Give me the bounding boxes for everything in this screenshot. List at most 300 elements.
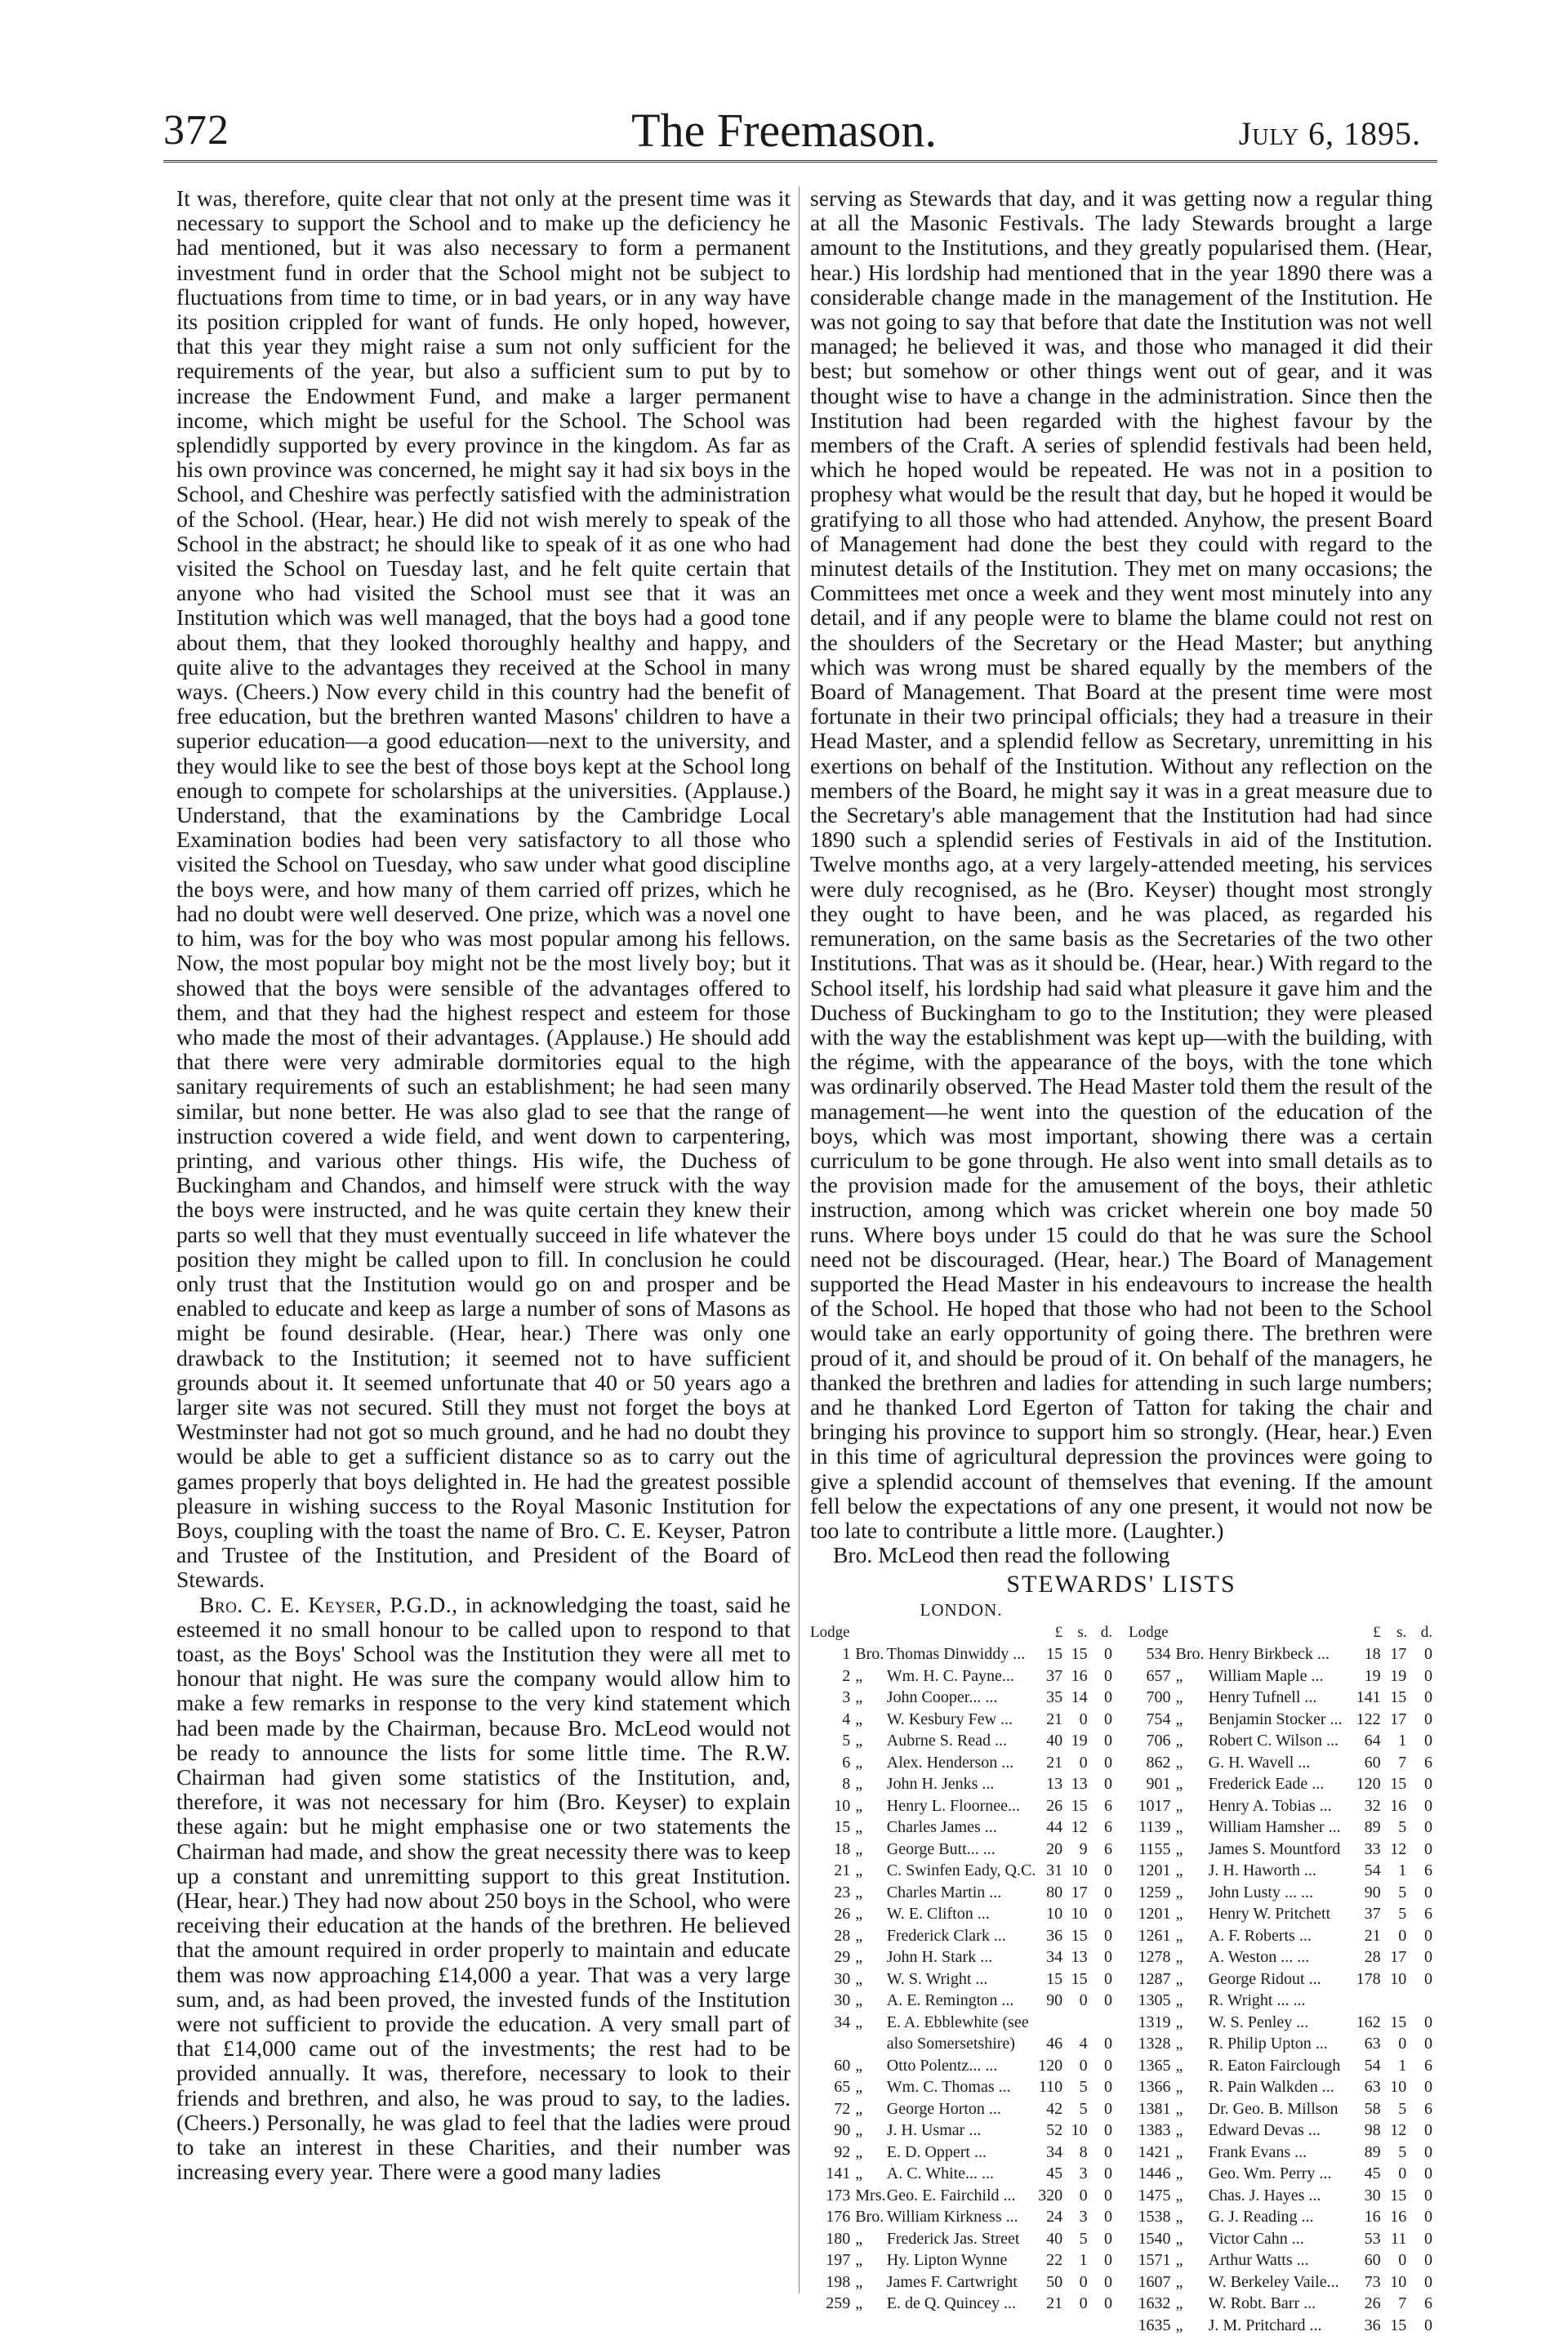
shillings: 16 <box>1390 2208 1407 2227</box>
pence: 0 <box>1104 1969 1112 1988</box>
steward-name: A. Weston ... ... <box>1208 1948 1310 1967</box>
steward-name: also Somersetshire) <box>886 2035 1015 2053</box>
lodge-number: 10 <box>834 1796 851 1815</box>
shillings: 1 <box>1398 2056 1407 2075</box>
table-row <box>810 1946 1112 1968</box>
steward-name: Frederick Eade ... <box>1208 1775 1325 1794</box>
table-row <box>1129 1817 1432 1839</box>
pence: 0 <box>1104 1861 1112 1880</box>
title-prefix: „ <box>1175 1883 1183 1901</box>
stewards-lists-title: STEWARDS' LISTS <box>1006 1571 1236 1598</box>
steward-name: Otto Polentz... ... <box>886 2056 998 2075</box>
table-row <box>810 1925 1112 1947</box>
table-row <box>1129 1882 1432 1904</box>
pounds: 34 <box>1046 2142 1063 2161</box>
pence: 0 <box>1424 1948 1432 1967</box>
table-row <box>1129 1730 1432 1752</box>
pence: 6 <box>1104 1839 1112 1858</box>
table-row <box>810 1795 1112 1817</box>
shillings: 10 <box>1390 2272 1407 2291</box>
lodge-number: 60 <box>834 2056 851 2075</box>
pence: 0 <box>1424 1688 1432 1707</box>
lodge-number: 901 <box>1146 1775 1171 1794</box>
masthead-title: The Freemason. <box>631 104 937 157</box>
steward-name: John H. Stark ... <box>886 1948 993 1967</box>
title-prefix: „ <box>855 1732 863 1750</box>
title-prefix: „ <box>1175 1861 1183 1880</box>
pounds: 30 <box>1364 2186 1381 2204</box>
steward-name: Alex. Henderson ... <box>886 1753 1014 1772</box>
steward-name: W. S. Wright ... <box>886 1969 988 1988</box>
shillings: 5 <box>1398 1883 1407 1901</box>
shillings: 0 <box>1079 2272 1088 2291</box>
pence: 0 <box>1104 1883 1112 1901</box>
lodge-number: 4 <box>842 1710 851 1728</box>
steward-name: R. Wright ... ... <box>1208 1991 1306 2010</box>
steward-name: Hy. Lipton Wynne <box>886 2251 1008 2270</box>
shillings: 10 <box>1071 1861 1088 1880</box>
steward-name: John Lusty ... ... <box>1208 1883 1313 1901</box>
steward-name: Edward Devas ... <box>1208 2121 1321 2140</box>
title-prefix: „ <box>1175 2121 1183 2140</box>
shillings: 15 <box>1390 1688 1407 1707</box>
pence: 0 <box>1424 1839 1432 1858</box>
speaker-name: Bro. C. E. Keyser, P.G.D., <box>199 1591 458 1617</box>
table-row <box>1129 1709 1432 1731</box>
title-prefix: „ <box>855 1926 863 1945</box>
pence: 0 <box>1104 2121 1112 2140</box>
steward-name: Frederick Clark ... <box>886 1926 1006 1945</box>
lodge-number: 700 <box>1146 1688 1171 1707</box>
lodge-number: 1259 <box>1138 1883 1171 1901</box>
pence: 0 <box>1104 1905 1112 1924</box>
lodge-number: 173 <box>826 2186 851 2204</box>
steward-name: Henry Birkbeck ... <box>1208 1645 1330 1664</box>
pounds: 21 <box>1364 1926 1381 1945</box>
pounds: 45 <box>1046 2164 1063 2183</box>
steward-name: Charles James ... <box>886 1818 997 1837</box>
title-prefix: „ <box>1175 1666 1183 1685</box>
pounds: 89 <box>1364 1818 1381 1837</box>
pence: 6 <box>1424 1905 1432 1924</box>
shillings: 10 <box>1390 2078 1407 2097</box>
shillings: 15 <box>1071 1926 1088 1945</box>
title-prefix: „ <box>1175 1905 1183 1924</box>
lodge-number: 92 <box>834 2142 851 2161</box>
lodge-number: 15 <box>834 1818 851 1837</box>
shillings: 0 <box>1079 1753 1088 1772</box>
lodge-number: 1446 <box>1138 2164 1171 2183</box>
lodge-number: 28 <box>834 1926 851 1945</box>
steward-name: R. Philip Upton ... <box>1208 2035 1328 2053</box>
pounds: 42 <box>1046 2099 1063 2118</box>
lodge-number: 29 <box>834 1948 851 1967</box>
table-row <box>810 1730 1112 1752</box>
steward-name: Henry Tufnell ... <box>1208 1688 1317 1707</box>
pounds: 64 <box>1364 1732 1381 1750</box>
shillings: 13 <box>1071 1948 1088 1967</box>
lodge-label: Lodge <box>1129 1623 1169 1641</box>
stewards-table-right <box>1129 1622 1432 2336</box>
pounds: 36 <box>1046 1926 1063 1945</box>
stewards-list-right <box>1129 1599 1432 2336</box>
title-prefix: „ <box>1175 2316 1183 2334</box>
steward-name: J. H. Haworth ... <box>1208 1861 1316 1880</box>
steward-name: Henry L. Floornee... <box>886 1796 1021 1815</box>
lodge-number: 1328 <box>1138 2035 1171 2053</box>
shillings: 10 <box>1390 1969 1407 1988</box>
lodge-number: 1571 <box>1138 2251 1171 2270</box>
pounds: 54 <box>1364 2056 1381 2075</box>
table-row <box>810 1903 1112 1925</box>
pence: 0 <box>1104 1926 1112 1945</box>
title-prefix: „ <box>855 1839 863 1858</box>
steward-name: W. Robt. Barr ... <box>1208 2294 1316 2313</box>
shillings <box>1381 1990 1407 2012</box>
page-number: 372 <box>163 107 229 154</box>
steward-name: G. J. Reading ... <box>1208 2208 1314 2227</box>
pence: 0 <box>1104 2056 1112 2075</box>
title-prefix: „ <box>1175 2013 1183 2031</box>
shillings: 5 <box>1079 2078 1088 2097</box>
title-prefix: Bro. <box>855 1645 884 1664</box>
shillings: 12 <box>1071 1818 1088 1837</box>
steward-name: W. E. Clifton ... <box>886 1905 990 1924</box>
pence: 0 <box>1104 1948 1112 1967</box>
title-prefix: „ <box>855 1666 863 1685</box>
pounds: 63 <box>1364 2035 1381 2053</box>
lodge-number: 1383 <box>1138 2121 1171 2140</box>
pounds: 178 <box>1356 1969 1381 1988</box>
pence: 0 <box>1424 2142 1432 2161</box>
pounds: 10 <box>1046 1905 1063 1924</box>
lodge-number: 706 <box>1146 1732 1171 1750</box>
lodge-number: 90 <box>834 2121 851 2140</box>
steward-name: R. Pain Walkden ... <box>1208 2078 1334 2097</box>
pence: 0 <box>1104 2142 1112 2161</box>
lodge-number: 197 <box>826 2251 851 2270</box>
steward-name: J. H. Usmar ... <box>886 2121 982 2140</box>
table-row <box>1129 1990 1432 2012</box>
shillings: 17 <box>1390 1948 1407 1967</box>
title-prefix: „ <box>855 1991 863 2010</box>
title-prefix: Mrs. <box>855 2186 886 2204</box>
lodge-number: 21 <box>834 1861 851 1880</box>
table-header <box>810 1622 1112 1644</box>
lodge-number: 1540 <box>1138 2229 1171 2248</box>
pence: 6 <box>1424 2294 1432 2313</box>
pence: 0 <box>1104 1645 1112 1664</box>
lodge-number: 2 <box>842 1666 851 1685</box>
pence-header: d. <box>1420 1623 1432 1641</box>
pounds <box>1355 1990 1381 2012</box>
shillings: 10 <box>1071 2121 1088 2140</box>
stewards-rows-right <box>1129 1643 1432 2336</box>
shillings: 5 <box>1398 2142 1407 2161</box>
lodge-number: 534 <box>1146 1645 1171 1664</box>
column-divider <box>799 186 800 2294</box>
title-prefix: „ <box>1175 1991 1183 2010</box>
steward-name: A. C. White... ... <box>886 2164 995 2183</box>
issue-date: July 6, 1895. <box>1238 115 1421 152</box>
steward-name: Henry W. Pritchett <box>1208 1905 1331 1924</box>
pence: 0 <box>1424 1645 1432 1664</box>
shillings: 15 <box>1390 2013 1407 2031</box>
pence: 0 <box>1104 2272 1112 2291</box>
pence: 0 <box>1424 1818 1432 1837</box>
title-prefix: „ <box>1175 1969 1183 1988</box>
shillings: 1 <box>1398 1732 1407 1750</box>
table-row <box>1129 1925 1432 1947</box>
shillings: 5 <box>1079 2099 1088 2118</box>
pounds: 20 <box>1046 1839 1063 1858</box>
table-row <box>1129 2033 1432 2055</box>
pounds: 21 <box>1046 1710 1063 1728</box>
pounds: 90 <box>1364 1883 1381 1901</box>
table-row <box>810 1773 1112 1795</box>
lodge-number: 1381 <box>1138 2099 1171 2118</box>
pence: 0 <box>1104 2208 1112 2227</box>
lodge-number: 1017 <box>1138 1796 1171 1815</box>
pence: 6 <box>1424 2056 1432 2075</box>
shillings: 0 <box>1398 2164 1407 2183</box>
title-prefix: „ <box>855 1905 863 1924</box>
pence: 0 <box>1104 2186 1112 2204</box>
title-prefix: „ <box>1175 1775 1183 1794</box>
pence: 0 <box>1104 2035 1112 2053</box>
lodge-number: 3 <box>842 1688 851 1707</box>
pence: 0 <box>1104 1688 1112 1707</box>
table-row <box>1129 1903 1432 1925</box>
title-prefix: „ <box>855 2099 863 2118</box>
pence: 0 <box>1424 2229 1432 2248</box>
pounds: 141 <box>1356 1688 1381 1707</box>
pence: 0 <box>1104 2294 1112 2313</box>
title-prefix: „ <box>1175 2056 1183 2075</box>
title-prefix: „ <box>855 2013 863 2031</box>
table-row <box>1129 1839 1432 1861</box>
shillings: 3 <box>1079 2164 1088 2183</box>
lodge-number: 23 <box>834 1883 851 1901</box>
lodge-number: 1305 <box>1138 1991 1171 2010</box>
table-row <box>810 1687 1112 1709</box>
table-row <box>810 1643 1112 1665</box>
title-prefix: „ <box>1175 2251 1183 2270</box>
lodge-number: 198 <box>826 2272 851 2291</box>
lodge-number: 1 <box>842 1645 851 1664</box>
steward-name: Dr. Geo. B. Millson <box>1208 2099 1339 2118</box>
steward-name: George Butt... ... <box>886 1839 996 1858</box>
pence: 0 <box>1104 1753 1112 1772</box>
title-prefix: „ <box>1175 2035 1183 2053</box>
steward-name: J. M. Pritchard ... <box>1208 2316 1322 2334</box>
steward-name: Henry A. Tobias ... <box>1208 1796 1332 1815</box>
pounds <box>1038 2012 1062 2034</box>
lodge-number: 1201 <box>1138 1861 1171 1880</box>
title-prefix: „ <box>855 2251 863 2270</box>
lodge-number: 6 <box>842 1753 851 1772</box>
table-row <box>810 2185 1112 2207</box>
lodge-number: 1366 <box>1138 2078 1171 2097</box>
lodge-number: 176 <box>826 2208 851 2227</box>
pounds: 52 <box>1046 2121 1063 2140</box>
pounds: 120 <box>1038 2056 1063 2075</box>
shillings: 17 <box>1390 1710 1407 1728</box>
title-prefix: „ <box>855 1969 863 1988</box>
stewards-rows-left <box>810 1643 1112 2315</box>
table-row <box>1129 2098 1432 2120</box>
pounds: 162 <box>1356 2013 1381 2031</box>
table-row <box>810 2012 1112 2034</box>
title-prefix: „ <box>855 1796 863 1815</box>
pence: 0 <box>1424 2251 1432 2270</box>
pounds-header: £ <box>1373 1623 1381 1641</box>
right-column <box>810 185 1432 2334</box>
title-prefix: „ <box>1175 1732 1183 1750</box>
table-row <box>1129 1687 1432 1709</box>
steward-name: G. H. Wavell ... <box>1208 1753 1311 1772</box>
steward-name: C. Swinfen Eady, Q.C. <box>886 1861 1036 1880</box>
table-row <box>1129 2249 1432 2271</box>
pence: 6 <box>1104 1796 1112 1815</box>
shillings: 19 <box>1390 1666 1407 1685</box>
pence: 0 <box>1424 1710 1432 1728</box>
pounds: 26 <box>1364 2294 1381 2313</box>
steward-name: E. A. Ebblewhite (see <box>886 2013 1029 2031</box>
title-prefix: „ <box>1175 1796 1183 1815</box>
table-row <box>810 1882 1112 1904</box>
title-prefix: „ <box>855 2056 863 2075</box>
table-row <box>810 1839 1112 1861</box>
left-column <box>176 186 791 2184</box>
pounds: 98 <box>1364 2121 1381 2140</box>
title-prefix: „ <box>1175 2078 1183 2097</box>
lodge-number: 754 <box>1146 1710 1171 1728</box>
title-prefix: „ <box>855 2142 863 2161</box>
shillings-header: s. <box>1396 1623 1407 1641</box>
shillings: 3 <box>1079 2208 1088 2227</box>
title-prefix: „ <box>1175 2272 1183 2291</box>
title-prefix: „ <box>855 2121 863 2140</box>
steward-name: John Cooper... ... <box>886 1688 998 1707</box>
lodge-number: 862 <box>1146 1753 1171 1772</box>
pounds: 46 <box>1046 2035 1063 2053</box>
pounds: 33 <box>1364 1839 1381 1858</box>
steward-name: James F. Cartwright <box>886 2272 1018 2291</box>
shillings: 1 <box>1079 2251 1088 2270</box>
paragraph <box>176 1593 791 2185</box>
paragraph: serving as Stewards that day, and it was getting now a regular thing at all the Masonic Festivals. The lady Stewards brought a large amount to the Institutions, and they greatly popularised them. (Hear, hear.) His lordship had mentioned that in the year 1890 there was a considerable change made in the management of the Institution. He was not going to say that before that date the Institution was not well managed; he believed it was, and those who managed it did their best; but somehow or other things went out of gear, and it was thought wise to have a change in the administration. Since then the Institution had been regarded with the highest favour by the members of the Craft. A series of splendid festivals had been held, which he hoped would be repeated. He was not in a position to prophesy what would be the result that day, but he hoped it would be gratifying to all those who had attended. Anyhow, the present Board of Management had done the best they could with regard to the minutest details of the Institution. They met on many occasions; the Committees met once a week and they went most minutely into any detail, and if any people were to blame the blame could not rest on the shoulders of the Secretary or the Head Master; but anything which was wrong must be shared equally by the members of the Board of Management. That Board at the present time were most fortunate in their two principal officials; they had a treasure in their Head Master, and a splendid fellow as Secretary, unremitting in his exertions on behalf of the Institution. Without any reflection on the members of the Board, he might say it was in a great measure due to the Secretary's able management that the Institution had had since 1890 such a splendid series of Festivals in aid of the Institution. Twelve months ago, at a very largely-attended meeting, his services were duly recognised, as he (Bro. Keyser) thought most strongly they ought to have been, and he was placed, as regarded his remuneration, on the same basis as the Secretaries of the two other Institutions. That was as it should be. (Hear, hear.) With regard to the School itself, his lordship had said what pleasure it gave him and the Duchess of Buckingham to go to the Institution; they were pleased with the way the establishment was kept up—with the building, with the régime, with the appearance of the boys, with the tone which was ordinarily observed. The Head Master told them the result of the management—he went into the question of the education of the boys, which was most important, showing there was a certain curriculum to be gone through. He also went into small details as to the provision made for the amusement of the boys, their athletic instruction, among which was cricket wherein one boy made 50 runs. Where boys under 15 could do that he was sure the School need not be discouraged. (Hear, hear.) The Board of Management supported the Head Master in his endeavours to increase the health of the School. He hoped that those who had not been to the School would take an early opportunity of going there. The brethren were proud of it, and should be proud of it. On behalf of the managers, he thanked the brethren and ladies for attending in such large numbers; and he thanked Lord Egerton of Tatton for taking the chair and bringing his province to support him so strongly. (Hear, hear.) Even in this time of agricultural depression the provinces were going to give a splendid account of themselves that evening. If the amount fell below the expectations of any one present, it would not now be too late to contribute a little more. (Laughter.) <box>810 185 1432 1543</box>
table-row <box>810 1709 1112 1731</box>
table-row <box>1129 1968 1432 1991</box>
pounds: 40 <box>1046 1732 1063 1750</box>
shillings: 5 <box>1398 1818 1407 1837</box>
title-prefix: „ <box>1175 2186 1183 2204</box>
pounds: 32 <box>1364 1796 1381 1815</box>
shillings: 0 <box>1398 1926 1407 1945</box>
steward-name: Chas. J. Hayes ... <box>1208 2186 1321 2204</box>
pounds: 50 <box>1046 2272 1063 2291</box>
table-row <box>1129 2055 1432 2077</box>
table-row <box>1129 2271 1432 2294</box>
pence: 0 <box>1424 1666 1432 1685</box>
pence-header: d. <box>1100 1623 1112 1641</box>
pence: 0 <box>1104 1775 1112 1794</box>
lodge-number: 65 <box>834 2078 851 2097</box>
steward-name: R. Eaton Fairclough <box>1208 2056 1341 2075</box>
lodge-number: 1319 <box>1138 2013 1171 2031</box>
pounds: 45 <box>1364 2164 1381 2183</box>
shillings: 0 <box>1398 2251 1407 2270</box>
lodge-number: 180 <box>826 2229 851 2248</box>
lodge-number: 1201 <box>1138 1905 1171 1924</box>
pounds: 15 <box>1046 1645 1063 1664</box>
pounds: 60 <box>1364 1753 1381 1772</box>
table-row <box>810 2098 1112 2120</box>
pence: 0 <box>1424 2164 1432 2183</box>
pence: 0 <box>1424 2208 1432 2227</box>
shillings: 4 <box>1079 2035 1088 2053</box>
pence: 0 <box>1104 1991 1112 2010</box>
table-row <box>810 2055 1112 2077</box>
pounds: 44 <box>1046 1818 1063 1837</box>
pence: 0 <box>1424 2013 1432 2031</box>
table-row <box>810 1990 1112 2012</box>
steward-name: Wm. H. C. Payne... <box>886 1666 1014 1685</box>
pence: 0 <box>1104 2078 1112 2097</box>
pence: 0 <box>1424 2035 1432 2053</box>
title-prefix: „ <box>855 2272 863 2291</box>
shillings: 5 <box>1398 1905 1407 1924</box>
section-title: LONDON. <box>920 1599 1003 1620</box>
pounds: 37 <box>1364 1905 1381 1924</box>
table-row <box>1129 2163 1432 2185</box>
pounds: 40 <box>1046 2229 1063 2248</box>
pounds: 320 <box>1038 2186 1063 2204</box>
steward-name: Arthur Watts ... <box>1208 2251 1309 2270</box>
shillings: 12 <box>1390 2121 1407 2140</box>
pence: 6 <box>1424 2099 1432 2118</box>
shillings: 0 <box>1398 2035 1407 2053</box>
table-row <box>810 2163 1112 2185</box>
pence: 0 <box>1104 1710 1112 1728</box>
pounds: 89 <box>1364 2142 1381 2161</box>
pence: 0 <box>1424 1775 1432 1794</box>
lodge-number: 1632 <box>1138 2294 1171 2313</box>
shillings: 7 <box>1398 2294 1407 2313</box>
pounds: 110 <box>1038 2078 1063 2097</box>
steward-name: W. Kesbury Few ... <box>886 1710 1013 1728</box>
pounds: 54 <box>1364 1861 1381 1880</box>
title-prefix: „ <box>1175 2208 1183 2227</box>
lodge-number: 30 <box>834 1969 851 1988</box>
pence: 6 <box>1104 1818 1112 1837</box>
table-row <box>810 1752 1112 1774</box>
shillings: 5 <box>1079 2229 1088 2248</box>
lodge-number: 8 <box>842 1775 851 1794</box>
pence: 0 <box>1424 1883 1432 1901</box>
title-prefix: „ <box>1175 1710 1183 1728</box>
shillings: 17 <box>1071 1883 1088 1901</box>
table-row <box>810 2076 1112 2098</box>
steward-name: Charles Martin ... <box>886 1883 1002 1901</box>
pounds: 18 <box>1364 1645 1381 1664</box>
table-header <box>1129 1622 1432 1644</box>
pounds: 22 <box>1046 2251 1063 2270</box>
pounds: 13 <box>1046 1775 1063 1794</box>
title-prefix: Bro. <box>855 2208 884 2227</box>
pence: 0 <box>1424 2121 1432 2140</box>
